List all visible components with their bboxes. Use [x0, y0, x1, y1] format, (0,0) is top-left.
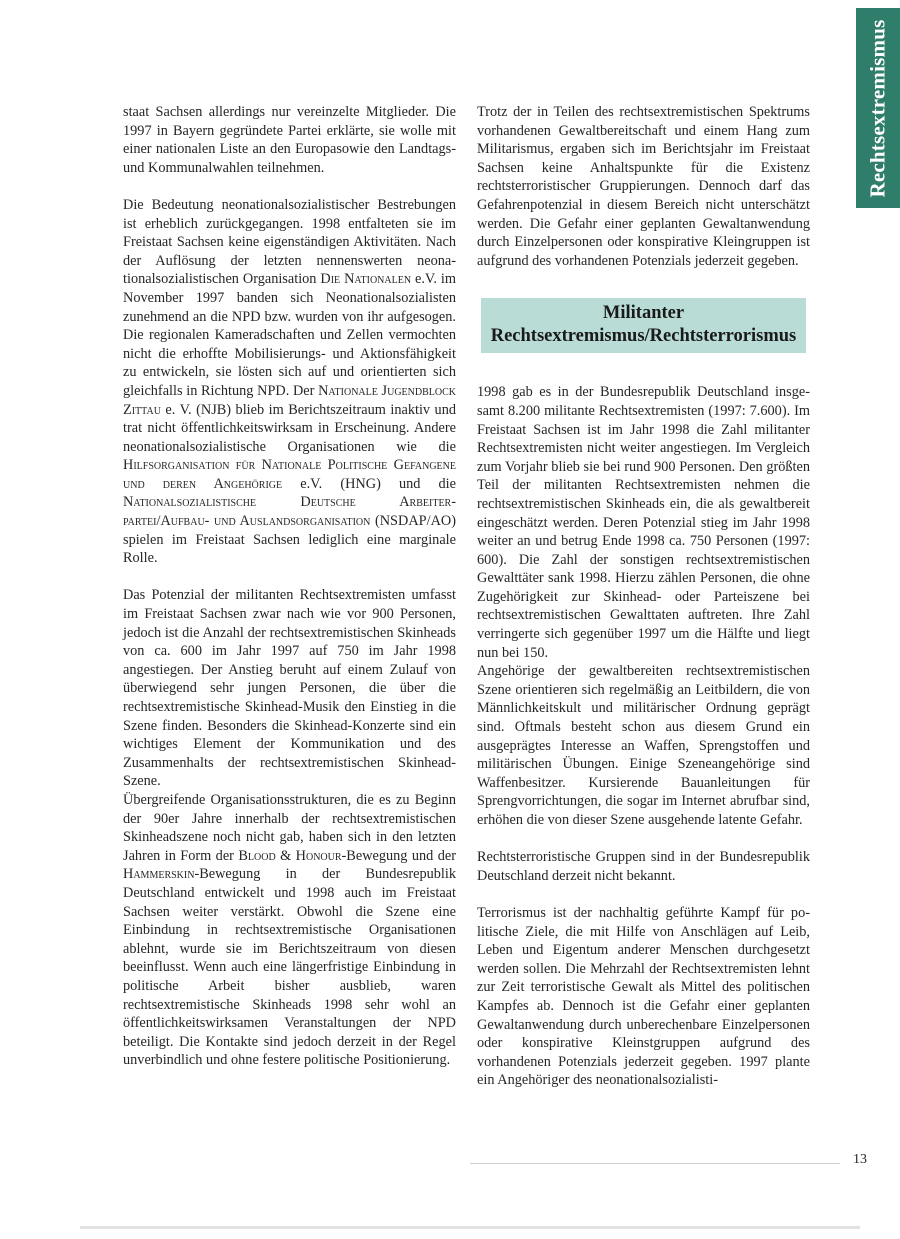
right-paragraph-3: Angehörige der gewaltbereiten rechtsextremistischen Szene orientieren sich regelmäßig an Leitbildern, die von Männlichkeitskult und militärischer Ordnung geprägt sind. Oftmals besteht schon aus diesem Grund ein ausgeprägtes Interesse an Waffen, Sprengstoffen und militärischen Übungen. Einige Szeneangehörige sind Waffenbesitzer. Kursierende Bauanleitungen für Sprengvorrichtungen, die sogar im Internet abrufbar sind, erhöhen die von dieser Szene ausgehende latente Gefahr. — [477, 663, 810, 828]
left-paragraph-1: staat Sachsen allerdings nur vereinzelte Mitglieder. Die 1997 in Bayern gegründete Partei erklärte, sie wolle mit einer nationalen Liste an den Europasowie den Landtags- und Kommunalwahlen teilnehmen. — [123, 104, 456, 176]
org-name: Blood & Honour — [238, 847, 342, 864]
section-heading — [481, 298, 806, 353]
text-run: -Bewegung in der Bundesrepublik Deutschland entwickelt und 1998 auch im Freistaat Sachsen weiter verstärkt. Obwohl die Szene eine Einbindung in rechtsextremistische Organisationen ablehnt, wurde sie im Berichtszeitraum von diesen beeinflusst. Wenn auch eine längerfristige Einbindung in politische Arbeit bisher ausblieb, waren rechtsextremistische Skinheads 1998 sehr wohl an öffentlichkeitswirksamen Veranstaltungen der NPD beteiligt. Die Kontakte sind jedoch derzeit in der Regel unverbindlich und ohne festere politische Positionierung. — [123, 866, 456, 1069]
left-column — [123, 103, 456, 1070]
org-name: Nationale Jugendblock Zittau — [123, 382, 456, 418]
right-paragraph-4: Rechtsterroristische Gruppen sind in der Bundesrepublik Deutschland derzeit nicht bekannt. — [477, 849, 810, 884]
scan-edge — [80, 1226, 860, 1229]
text-run: e. V. (NJB) blieb im Berichtszeitraum inaktiv und trat nicht öffentlichkeitswirksam in Erscheinung. Andere neonationalsozialistische Organisationen wie die — [123, 401, 456, 455]
org-name: Hammerskin — [123, 866, 195, 883]
left-paragraph-2 — [123, 196, 456, 568]
right-column — [477, 103, 810, 1090]
page-number: 13 — [853, 1152, 867, 1167]
text-run: Übergreifende Organisationsstrukturen, die es zu Beginn der 90er Jahre innerhalb der rechtsextremistischen Skinheadszene noch nicht gab, haben sich in den letzten Jahren in Form der — [123, 791, 456, 864]
text-run: e.V. im November 1997 banden sich Neonationalsozialisten zunehmend an die NPD bzw. wurden von ihr aufgesogen. Die regionalen Kameradschaften und Zellen vermochten nicht die erhoffte Mobilisierungs- und Aktionsfähigkeit zu entwickeln, sie lösten sich auf und orientierten sich gleichfalls in Richtung NPD. Der — [123, 271, 456, 399]
text-run: e.V. (HNG) und die — [282, 475, 456, 492]
text-run: Die Bedeutung neonationalsozialistischer Bestrebungen ist erheblich zurückgegangen. 1998 entfalteten sie im Freistaat Sachsen keine eigenständigen Aktivitäten. Nach der Auflösung der letzten nennenswerten neonationalsozialistischen Organisation — [123, 196, 456, 288]
org-name: Nationalsozialistische Deutsche Arbeiterpartei/Aufbau- und Auslandsorganisation — [123, 494, 456, 530]
org-name: Hilfsorganisation für Nationale Politische Gefangene und deren Angehörige — [123, 457, 456, 492]
right-paragraph-1: Trotz der in Teilen des rechtsextremistischen Spektrums vorhandenen Gewaltbereitschaft und einem Hang zum Militarismus, ergaben sich im Berichtsjahr im Freistaat Sachsen keine Anhaltspunkte für die Existenz rechtsterroristischer Gruppierungen. Dennoch darf das Gefahrenpotenzial in diesem Bereich nicht unterschätzt werden. Die Gefahr einer geplanten Gewaltanwendung durch Einzelpersonen oder konspirative Kleingruppen ist aufgrund des vorhandenen Potenzials jederzeit gegeben. — [477, 104, 810, 269]
right-paragraph-5: Terrorismus ist der nachhaltig geführte Kampf für politische Ziele, die mit Hilfe von Anschlägen auf Leib, Leben und Eigentum anderer Menschen durchgesetzt werden sollen. Die Mehrzahl der Rechtsextremisten lehnt zur Zeit terroristische Gewalt als Mittel des politischen Kampfes ab. Dennoch ist die Gefahr einer geplanten Gewaltanwendung durch unberechenbare Einzelpersonen oder konspirative Kleinstgruppen aufgrund des vorhandenen Potenzials jederzeit gegeben. 1997 plante ein Angehöriger des neonationalsozialisti- — [477, 904, 810, 1089]
left-paragraph-4 — [123, 791, 456, 1070]
text-run: (NSDAP/AO) spielen im Freistaat Sachsen lediglich eine marginale Rolle. — [123, 513, 456, 567]
org-name: Die Nationalen — [320, 271, 412, 288]
right-paragraph-2: 1998 gab es in der Bundesrepublik Deutschland insgesamt 8.200 militante Rechtsextremisten (1997: 7.600). Im Freistaat Sachsen ist im Jahr 1998 die Zahl militanter Rechtsextremisten nicht weiter angestiegen. Im Vergleich zum Vorjahr blieb sie bei rund 900 Personen. Den größten Teil der militanten Rechtsextremisten nehmen die rechtsextremistischen Skinheads ein, die als gewaltbereit eingeschätzt werden. Deren Potenzial stieg im Jahr 1998 weiter an und betrug Ende 1998 ca. 750 Personen (1997: 600). Die Zahl der sonstigen rechtsextremistischen Gewalttäter sank 1998. Hierzu zählen Personen, die ohne Zugehörigkeit zur Skinhead- oder Parteiszene bei rechtsextremistischen Gewalttaten auftreten. Ihre Zahl verringerte sich gegenüber 1997 um die Hälfte und liegt nun bei 150. — [477, 384, 810, 661]
section-tab-label: Rechtsextremismus — [865, 19, 890, 197]
section-tab — [856, 8, 900, 208]
footer-rule — [470, 1163, 840, 1164]
left-paragraph-3: Das Potenzial der militanten Rechtsextremisten umfasst im Freistaat Sachsen zwar nach wie vor 900 Personen, jedoch ist die Anzahl der rechtsextremistischen Skinheads von ca. 600 im Jahr 1997 auf 750 im Jahr 1998 angestiegen. Der Anstieg beruht auf einem Zulauf von überwiegend sehr jungen Personen, die über die rechtsextremistische Skinhead-Musik den Einstieg in die Szene finden. Besonders die Skinhead-Konzerte sind ein wichtiges Element der Kommunikation und des Zusammenhalts der rechtsextremistischen Skinhead-Szene. — [123, 587, 456, 790]
section-heading-line-2: Rechtsextremismus/Rechtsterrorismus — [490, 326, 797, 347]
text-run: -Bewegung und der — [341, 847, 457, 864]
section-heading-line-1: Militanter — [602, 303, 685, 324]
